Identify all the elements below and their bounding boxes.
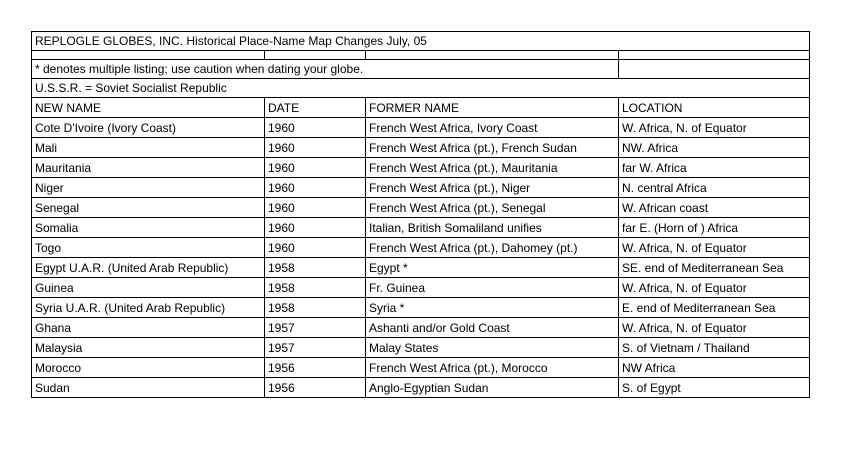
table-row — [32, 198, 810, 218]
table-row — [32, 278, 810, 298]
location-cell[interactable]: N. central Africa — [619, 178, 810, 198]
location-cell[interactable]: S. of Egypt — [619, 378, 810, 398]
former-name-cell[interactable]: Italian, British Somaliland unifies — [366, 218, 619, 238]
location-cell[interactable]: far E. (Horn of ) Africa — [619, 218, 810, 238]
location-cell[interactable]: E. end of Mediterranean Sea — [619, 298, 810, 318]
new-name-cell[interactable]: Senegal — [32, 198, 265, 218]
empty-cell[interactable] — [265, 51, 366, 60]
new-name-cell[interactable]: Mauritania — [32, 158, 265, 178]
sheet-title[interactable]: REPLOGLE GLOBES, INC. Historical Place-Name Map Changes July, 05 — [32, 32, 810, 51]
note-multiple-listing[interactable]: * denotes multiple listing; use caution when dating your globe. — [32, 60, 619, 79]
former-name-cell[interactable]: French West Africa (pt.), Mauritania — [366, 158, 619, 178]
location-cell[interactable]: far W. Africa — [619, 158, 810, 178]
former-name-cell[interactable]: French West Africa (pt.), Morocco — [366, 358, 619, 378]
location-cell[interactable]: SE. end of Mediterranean Sea — [619, 258, 810, 278]
former-name-cell[interactable]: French West Africa, Ivory Coast — [366, 118, 619, 138]
date-cell[interactable]: 1958 — [265, 298, 366, 318]
date-cell[interactable]: 1960 — [265, 218, 366, 238]
title-row — [32, 32, 810, 51]
former-name-cell[interactable]: French West Africa (pt.), Niger — [366, 178, 619, 198]
location-cell[interactable]: W. African coast — [619, 198, 810, 218]
note-ussr[interactable]: U.S.S.R. = Soviet Socialist Republic — [32, 79, 810, 98]
former-name-cell[interactable]: French West Africa (pt.), Dahomey (pt.) — [366, 238, 619, 258]
date-cell[interactable]: 1956 — [265, 378, 366, 398]
former-name-cell[interactable]: Ashanti and/or Gold Coast — [366, 318, 619, 338]
header-former-name[interactable]: FORMER NAME — [366, 98, 619, 118]
former-name-cell[interactable]: Anglo-Egyptian Sudan — [366, 378, 619, 398]
new-name-cell[interactable]: Niger — [32, 178, 265, 198]
empty-cell[interactable] — [619, 60, 810, 79]
new-name-cell[interactable]: Egypt U.A.R. (United Arab Republic) — [32, 258, 265, 278]
new-name-cell[interactable]: Morocco — [32, 358, 265, 378]
table-row — [32, 238, 810, 258]
former-name-cell[interactable]: Malay States — [366, 338, 619, 358]
date-cell[interactable]: 1960 — [265, 138, 366, 158]
table-row — [32, 258, 810, 278]
date-cell[interactable]: 1960 — [265, 238, 366, 258]
date-cell[interactable]: 1960 — [265, 178, 366, 198]
table-row — [32, 378, 810, 398]
location-cell[interactable]: W. Africa, N. of Equator — [619, 278, 810, 298]
table-row — [32, 138, 810, 158]
table-row — [32, 218, 810, 238]
date-cell[interactable]: 1957 — [265, 318, 366, 338]
note-row — [32, 60, 810, 79]
table-row — [32, 338, 810, 358]
new-name-cell[interactable]: Ghana — [32, 318, 265, 338]
new-name-cell[interactable]: Sudan — [32, 378, 265, 398]
table-row — [32, 118, 810, 138]
date-cell[interactable]: 1960 — [265, 118, 366, 138]
date-cell[interactable]: 1960 — [265, 198, 366, 218]
new-name-cell[interactable]: Malaysia — [32, 338, 265, 358]
location-cell[interactable]: W. Africa, N. of Equator — [619, 118, 810, 138]
date-cell[interactable]: 1960 — [265, 158, 366, 178]
date-cell[interactable]: 1958 — [265, 278, 366, 298]
former-name-cell[interactable]: French West Africa (pt.), Senegal — [366, 198, 619, 218]
empty-cell[interactable] — [619, 51, 810, 60]
new-name-cell[interactable]: Mali — [32, 138, 265, 158]
location-cell[interactable]: S. of Vietnam / Thailand — [619, 338, 810, 358]
empty-cell[interactable] — [366, 51, 619, 60]
new-name-cell[interactable]: Syria U.A.R. (United Arab Republic) — [32, 298, 265, 318]
header-new-name[interactable]: NEW NAME — [32, 98, 265, 118]
empty-cell[interactable] — [32, 51, 265, 60]
former-name-cell[interactable]: Egypt * — [366, 258, 619, 278]
former-name-cell[interactable]: Fr. Guinea — [366, 278, 619, 298]
note-row — [32, 79, 810, 98]
new-name-cell[interactable]: Somalia — [32, 218, 265, 238]
spreadsheet — [31, 31, 809, 398]
header-row — [32, 98, 810, 118]
location-cell[interactable]: W. Africa, N. of Equator — [619, 238, 810, 258]
location-cell[interactable]: NW Africa — [619, 358, 810, 378]
table-row — [32, 358, 810, 378]
table-row — [32, 178, 810, 198]
location-cell[interactable]: W. Africa, N. of Equator — [619, 318, 810, 338]
new-name-cell[interactable]: Cote D'Ivoire (Ivory Coast) — [32, 118, 265, 138]
date-cell[interactable]: 1956 — [265, 358, 366, 378]
table-row — [32, 158, 810, 178]
header-location[interactable]: LOCATION — [619, 98, 810, 118]
place-name-changes-table — [31, 31, 810, 398]
date-cell[interactable]: 1957 — [265, 338, 366, 358]
table-row — [32, 298, 810, 318]
new-name-cell[interactable]: Guinea — [32, 278, 265, 298]
former-name-cell[interactable]: French West Africa (pt.), French Sudan — [366, 138, 619, 158]
location-cell[interactable]: NW. Africa — [619, 138, 810, 158]
table-row — [32, 318, 810, 338]
date-cell[interactable]: 1958 — [265, 258, 366, 278]
spacer-row — [32, 51, 810, 60]
new-name-cell[interactable]: Togo — [32, 238, 265, 258]
former-name-cell[interactable]: Syria * — [366, 298, 619, 318]
header-date[interactable]: DATE — [265, 98, 366, 118]
